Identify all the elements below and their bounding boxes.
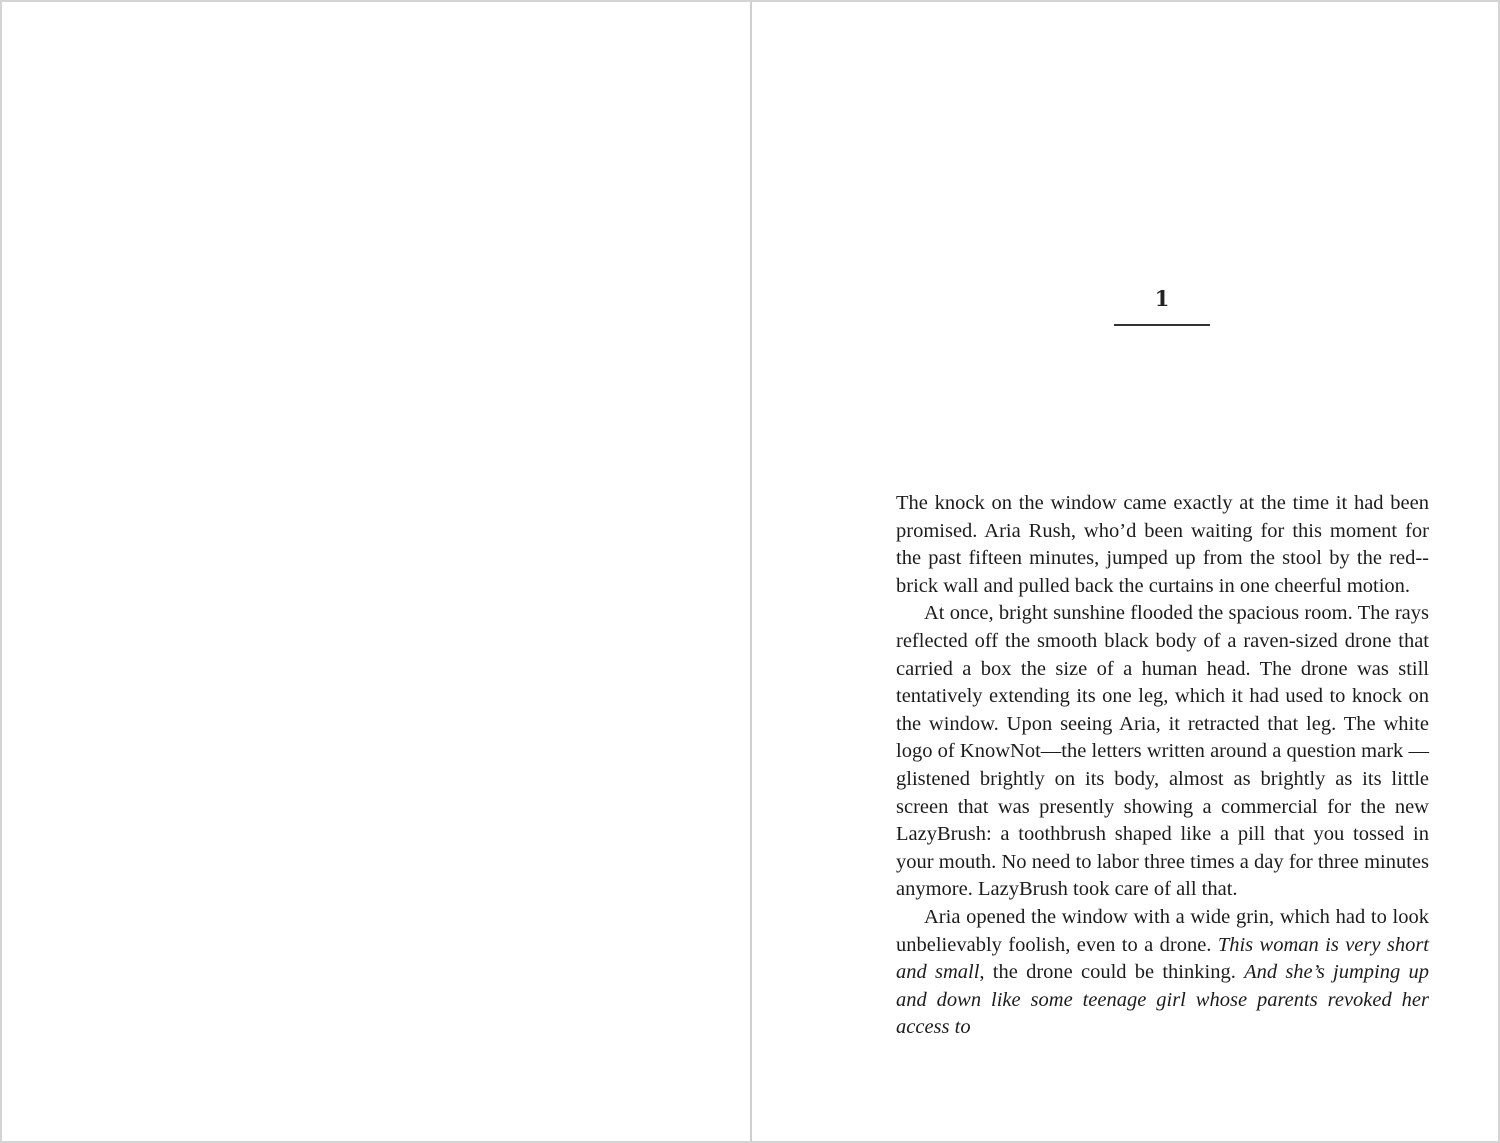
paragraph — [896, 490, 1429, 600]
chapter-rule-divider — [1114, 324, 1210, 326]
text-segment: At once, bright sunshine flooded the spacious room. The rays reflected off the smooth black body of a raven-sized drone that carried a box the size of a human head. The drone was still tentatively extending its one leg, which it had used to knock on the window. Upon seeing Aria, it retracted that leg. The white logo of KnowNot—the letters written around a question mark —glistened brightly on its body, almost as brightly as its little screen that was presently showing a commercial for the new LazyBrush: a toothbrush shaped like a pill that you tossed in your mouth. No need to labor three times a day for three minutes anymore. LazyBrush took care of all that. — [896, 602, 1429, 901]
chapter-number: 1 — [1154, 286, 1170, 311]
text-segment: Aria opened the window with a wide grin, which had to look unbelievably foolish, even to a drone. — [896, 905, 1429, 956]
italic-text-segment: This woman is very short and small — [896, 933, 1430, 984]
paragraph — [896, 904, 1429, 1042]
left-page-blank[interactable] — [2, 2, 750, 1141]
right-page[interactable] — [752, 2, 1498, 1141]
paragraph — [896, 600, 1429, 904]
chapter-heading — [1114, 284, 1210, 326]
text-segment: The knock on the window came exactly at the time it had been promised. Aria Rush, who’d been waiting for this moment for the past fifteen minutes, jumped up from the stool by the red-brick wall and pulled back the curtains in one cheerful motion. — [896, 492, 1429, 597]
text-segment: , the drone could be thinking. — [979, 961, 1245, 984]
chapter-body-text — [896, 490, 1430, 1039]
italic-text-segment: And she’s jumping up and down like some teenage girl whose parents revoked her access to — [896, 961, 1429, 1039]
